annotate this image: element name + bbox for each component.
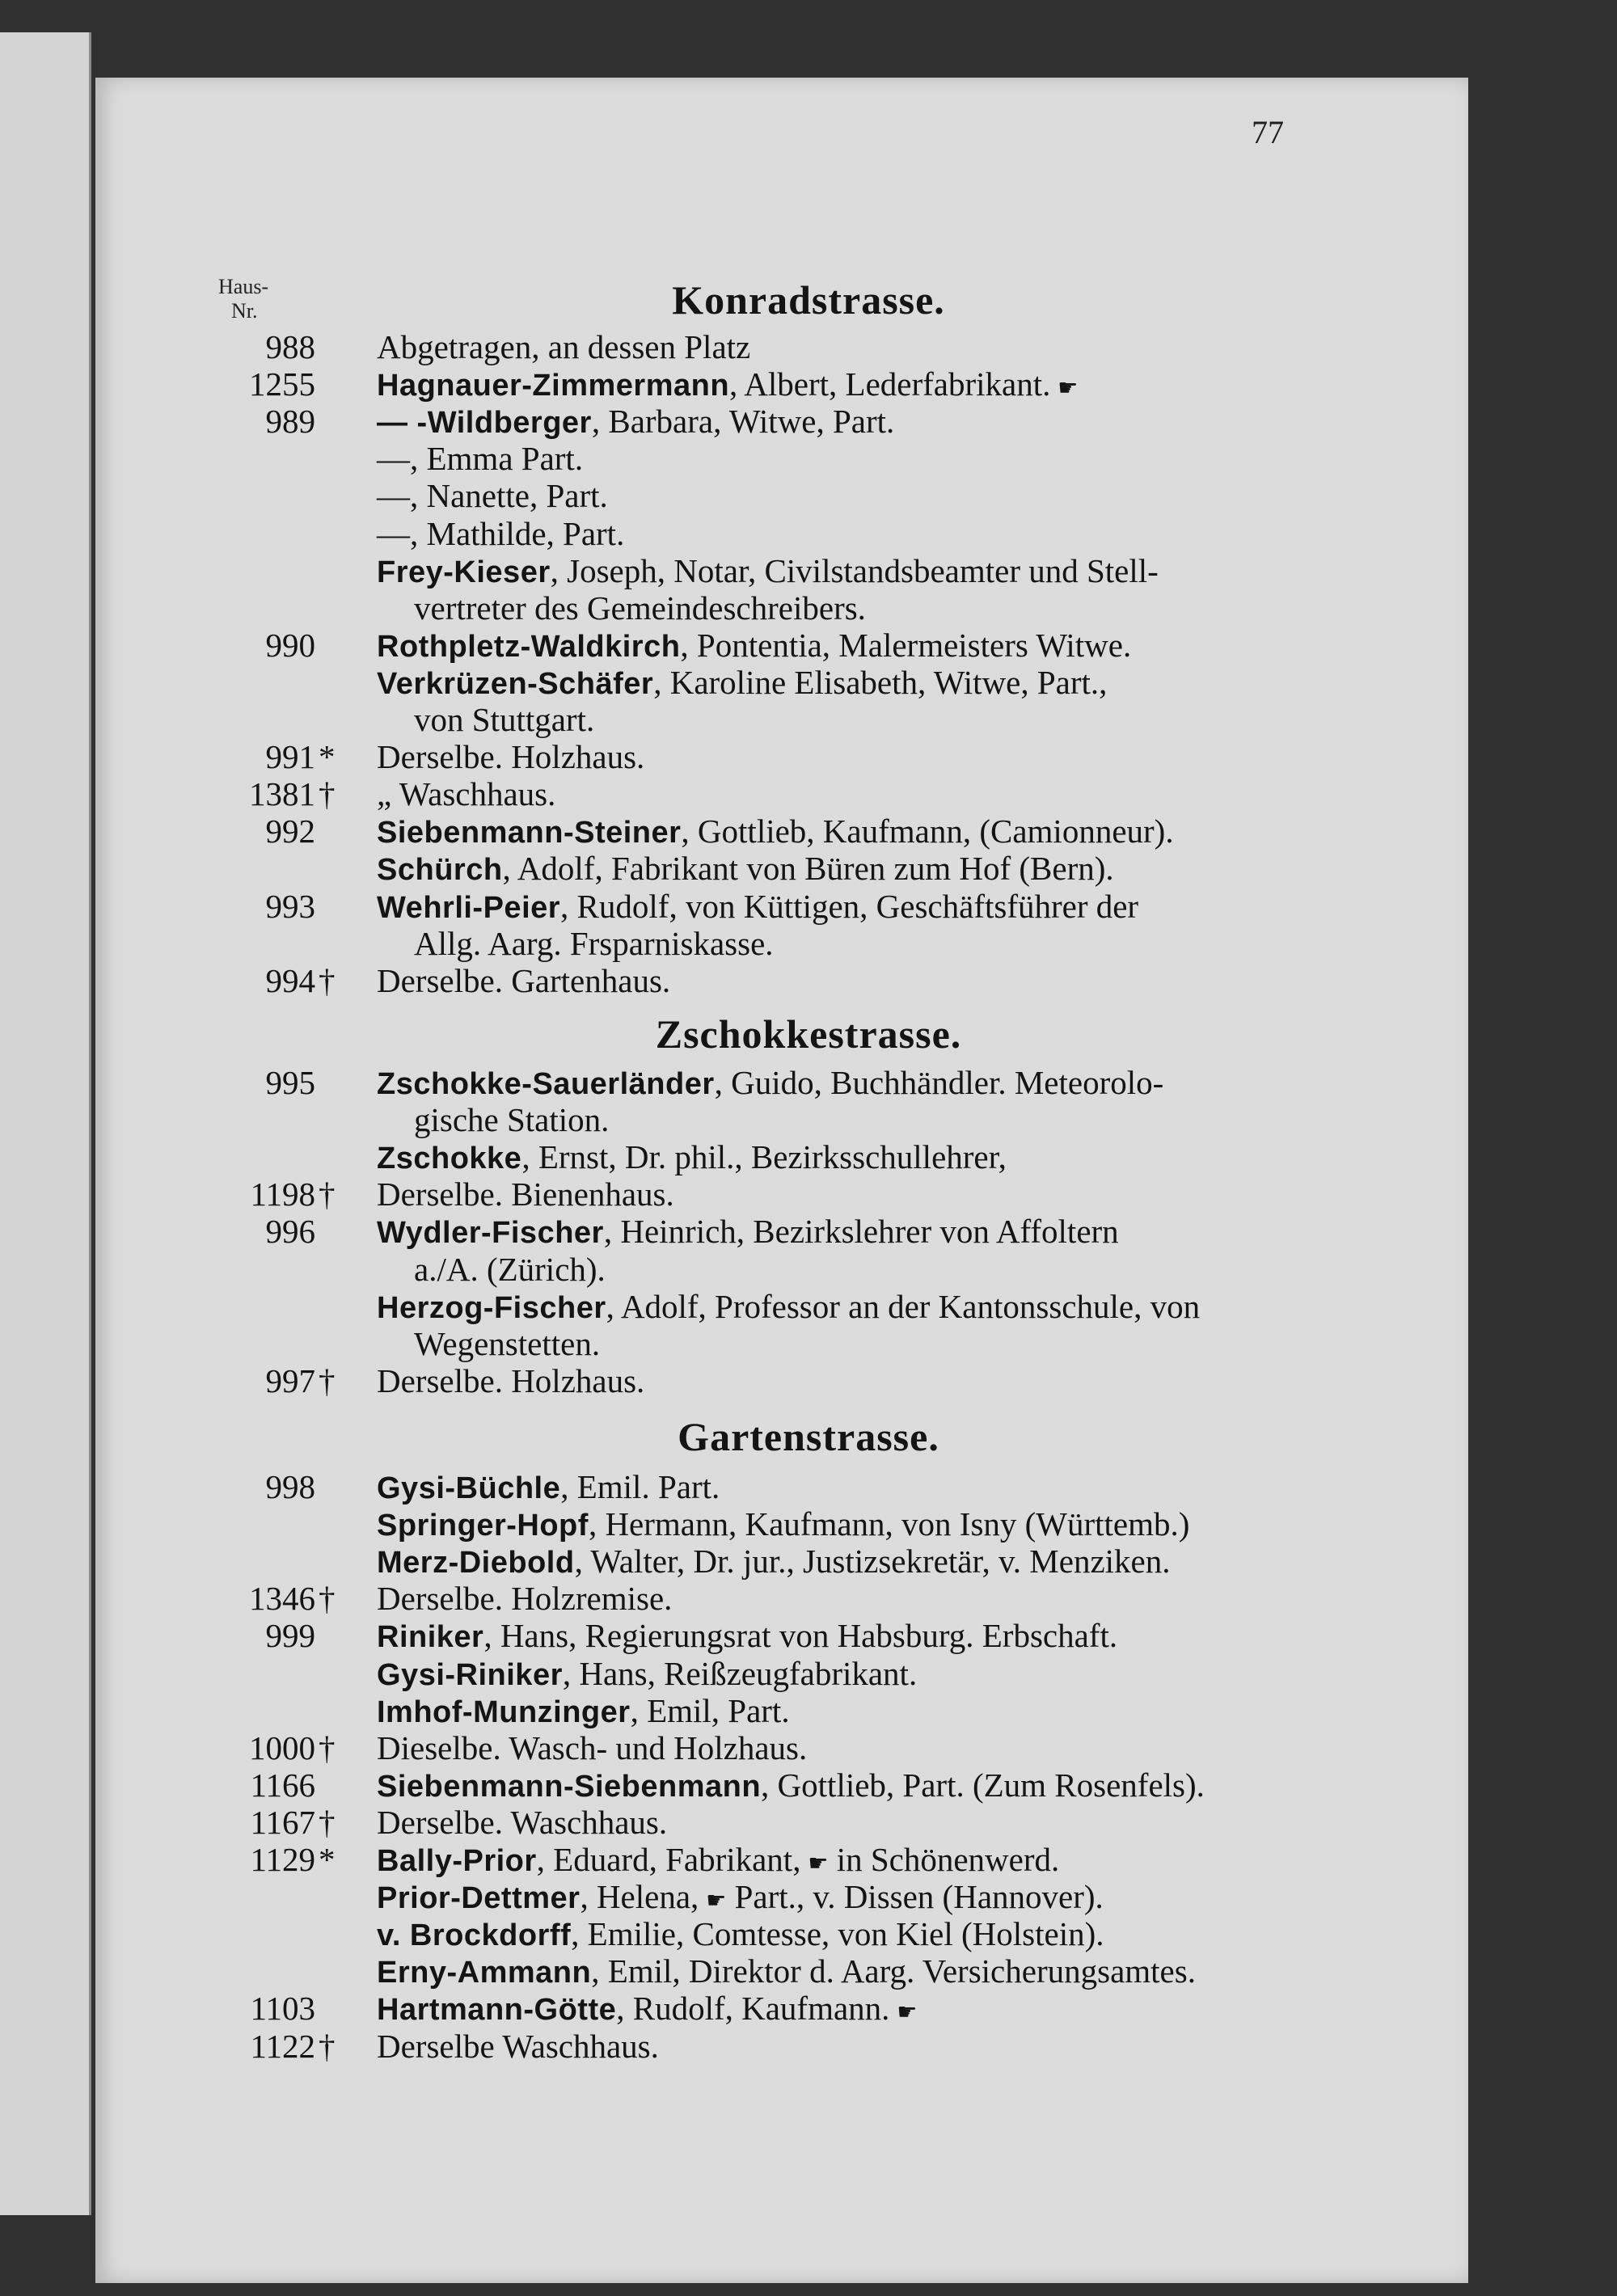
- resident-name: Zschokke-Sauerländer: [377, 1067, 715, 1101]
- directory-entry: [0, 925, 1617, 962]
- entry-details: , Rudolf, von Küttigen, Geschäftsführer der: [560, 888, 1139, 925]
- directory-entry: [0, 1362, 1617, 1399]
- resident-name: Bally-Prior: [377, 1844, 537, 1878]
- entry-text: [414, 925, 774, 962]
- house-number-value: 1129: [250, 1841, 315, 1878]
- house-number: [162, 1543, 344, 1580]
- house-number: [162, 1990, 344, 2027]
- entry-text: [377, 1213, 1119, 1251]
- house-number-value: 1255: [249, 365, 315, 403]
- entry-details: , Guido, Buchhändler. Meteorolo-: [714, 1064, 1164, 1101]
- entry-details: Derselbe. Waschhaus.: [377, 1804, 668, 1841]
- house-number-value: 992: [265, 812, 315, 850]
- entry-details: von Stuttgart.: [414, 701, 595, 738]
- section-title: Konradstrasse.: [672, 277, 945, 323]
- house-number: [162, 1362, 344, 1399]
- section-title: Zschokkestrasse.: [655, 1011, 962, 1057]
- resident-name: Rothpletz-Waldkirch: [377, 630, 681, 664]
- directory-entry: [0, 812, 1617, 850]
- entry-marker: †: [319, 1580, 336, 1617]
- entry-details: , Ernst, Dr. phil., Bezirksschullehrer,: [521, 1138, 1007, 1175]
- entry-details: —, Mathilde, Part.: [377, 515, 625, 552]
- entry-text: [377, 552, 1159, 591]
- resident-name: Gysi-Riniker: [377, 1658, 563, 1692]
- entry-marker: †: [319, 1729, 336, 1766]
- entry-details: „ Waschhaus.: [377, 775, 556, 812]
- entry-text: [377, 962, 670, 999]
- entry-details: , Helena,: [580, 1878, 699, 1915]
- house-number: [162, 962, 344, 999]
- directory-entry: [0, 1655, 1617, 1692]
- entry-details: , Emilie, Comtesse, von Kiel (Holstein).: [571, 1915, 1104, 1952]
- house-number-value: 988: [265, 328, 315, 365]
- house-number: [162, 328, 344, 365]
- entry-text: [377, 1729, 807, 1766]
- house-number-value: 1167: [250, 1804, 315, 1841]
- resident-name: Riniker: [377, 1620, 484, 1654]
- house-number: [162, 1692, 344, 1729]
- house-number: [162, 1325, 344, 1362]
- house-number: [162, 440, 344, 477]
- resident-name: Wehrli-Peier: [377, 891, 561, 925]
- entry-details: , Hermann, Kaufmann, von Isny (Württemb.): [588, 1505, 1190, 1543]
- house-number: [162, 1766, 344, 1804]
- house-number-value: 999: [265, 1617, 315, 1654]
- house-number-value: 1122: [250, 2028, 315, 2065]
- entry-details: , Barbara, Witwe, Part.: [591, 403, 895, 440]
- entry-text: [377, 328, 750, 365]
- directory-entry: [0, 1138, 1617, 1175]
- entry-text: [377, 403, 894, 441]
- house-number-value: 996: [265, 1213, 315, 1250]
- directory-entry: [0, 1990, 1617, 2027]
- house-number: [162, 1101, 344, 1138]
- directory-entry: [0, 589, 1617, 627]
- entry-details: Derselbe. Holzremise.: [377, 1580, 673, 1617]
- entry-text: [377, 1138, 1007, 1177]
- entry-details: Wegenstetten.: [414, 1325, 601, 1362]
- entry-details: , Karoline Elisabeth, Witwe, Part.,: [653, 664, 1108, 701]
- house-number: [162, 1505, 344, 1543]
- directory-entry: [0, 1468, 1617, 1505]
- entry-text: [377, 627, 1131, 665]
- entry-text: [377, 1362, 644, 1399]
- house-number: [162, 1878, 344, 1915]
- house-number: [162, 552, 344, 589]
- pointing-hand-icon: ☛: [800, 1850, 829, 1876]
- entry-text: [377, 1655, 917, 1694]
- resident-name: Siebenmann-Siebenmann: [377, 1770, 762, 1804]
- directory-entry: [0, 403, 1617, 440]
- entry-text: [377, 888, 1138, 926]
- house-number: [162, 1952, 344, 1990]
- house-number: [162, 1138, 344, 1175]
- entry-details: , Hans, Reißzeugfabrikant.: [562, 1655, 918, 1692]
- directory-entry: [0, 627, 1617, 664]
- resident-name: Hartmann-Götte: [377, 1993, 617, 2027]
- entry-text: [377, 1617, 1117, 1656]
- directory-entry: [0, 1505, 1617, 1543]
- resident-name: Verkrüzen-Schäfer: [377, 667, 654, 701]
- entry-details: Derselbe. Holzhaus.: [377, 738, 645, 775]
- entry-marker: †: [319, 1362, 336, 1399]
- resident-name: Wydler-Fischer: [377, 1216, 604, 1250]
- entry-details: , Adolf, Professor an der Kantonsschule, von: [606, 1288, 1201, 1325]
- resident-name: Erny-Ammann: [377, 1956, 592, 1990]
- entry-marker: †: [319, 2028, 336, 2065]
- house-number-value: 1103: [250, 1990, 315, 2027]
- entry-text: [377, 775, 555, 812]
- entry-details: , Rudolf, Kaufmann.: [616, 1990, 890, 2027]
- house-number: [162, 1915, 344, 1952]
- directory-entry: [0, 328, 1617, 365]
- house-number-value: 998: [265, 1468, 315, 1505]
- resident-name: Hagnauer-Zimmermann: [377, 369, 730, 403]
- directory-entry: [0, 552, 1617, 589]
- entry-details: , Emil, Part.: [630, 1692, 790, 1729]
- house-number-value: 1198: [250, 1175, 315, 1213]
- house-number: [162, 812, 344, 850]
- section-title: Gartenstrasse.: [678, 1414, 939, 1459]
- entry-details: , Emil. Part.: [560, 1468, 720, 1505]
- directory-entry: [0, 515, 1617, 552]
- entry-details: , Joseph, Notar, Civilstandsbeamter und Stell-: [550, 552, 1159, 589]
- house-number: [162, 1804, 344, 1841]
- house-number: [162, 1841, 344, 1878]
- house-number-value: 1166: [250, 1766, 315, 1804]
- entry-details: , Heinrich, Bezirkslehrer von Affoltern: [603, 1213, 1119, 1250]
- directory-entry: [0, 1064, 1617, 1101]
- entry-text: [377, 1878, 1104, 1919]
- header-label-line2: Nr.: [231, 299, 258, 323]
- entry-text: [377, 1841, 1059, 1882]
- entry-details: , Pontentia, Malermeisters Witwe.: [680, 627, 1132, 664]
- entry-text: [377, 2028, 659, 2065]
- entry-details: , Emil, Direktor d. Aarg. Versicherungsamtes.: [591, 1952, 1196, 1990]
- directory-entry: [0, 738, 1617, 775]
- directory-entry: [0, 365, 1617, 403]
- entry-text: [377, 850, 1114, 888]
- directory-entry: [0, 2028, 1617, 2065]
- house-number-value: 993: [265, 888, 315, 925]
- header-label-line1: Haus-: [218, 275, 269, 298]
- entry-text: [377, 738, 644, 775]
- entry-details: , Eduard, Fabrikant,: [536, 1841, 801, 1878]
- house-number: [162, 1175, 344, 1213]
- directory-entry: [0, 1804, 1617, 1841]
- entry-text: [377, 515, 624, 552]
- entry-text: [377, 440, 583, 477]
- directory-entry: [0, 1175, 1617, 1213]
- directory-entry: [0, 1288, 1617, 1325]
- entry-text: [377, 812, 1174, 851]
- entry-text: [377, 1580, 672, 1617]
- directory-entry: [0, 850, 1617, 887]
- house-number-value: 1346: [249, 1580, 315, 1617]
- house-number: [162, 1617, 344, 1654]
- directory-entry: [0, 1952, 1617, 1990]
- house-number: [162, 664, 344, 701]
- entry-details: —, Nanette, Part.: [377, 477, 608, 514]
- entry-text: [377, 365, 1078, 407]
- house-number-value: 989: [265, 403, 315, 440]
- house-number: [162, 775, 344, 812]
- directory-entry: [0, 1543, 1617, 1580]
- directory-entry: [0, 440, 1617, 477]
- entry-text: [414, 1101, 609, 1138]
- entry-details: Derselbe. Holzhaus.: [377, 1362, 645, 1399]
- entry-marker: †: [319, 962, 336, 999]
- entry-details: , Gottlieb, Kaufmann, (Camionneur).: [681, 812, 1174, 850]
- pointing-hand-icon: ☛: [699, 1887, 727, 1914]
- entry-details: , Albert, Lederfabrikant.: [729, 365, 1051, 403]
- directory-entry: [0, 962, 1617, 999]
- directory-entry: [0, 1213, 1617, 1250]
- house-number-value: 995: [265, 1064, 315, 1101]
- resident-name: Herzog-Fischer: [377, 1291, 606, 1325]
- entry-details: Derselbe Waschhaus.: [377, 2028, 659, 2065]
- directory-entry: [0, 1692, 1617, 1729]
- resident-name: Springer-Hopf: [377, 1509, 589, 1543]
- house-number: [162, 477, 344, 514]
- page-number: 77: [1252, 114, 1284, 150]
- entry-text: [377, 664, 1107, 703]
- house-number-value: 991: [265, 738, 315, 775]
- entry-details: Allg. Aarg. Frsparniskasse.: [414, 925, 774, 962]
- house-number: [162, 850, 344, 887]
- resident-name: Frey-Kieser: [377, 555, 551, 589]
- entry-details: a./A. (Zürich).: [414, 1251, 606, 1288]
- directory-entry: [0, 1101, 1617, 1138]
- pointing-hand-icon: ☛: [889, 1998, 918, 2025]
- house-number: [162, 365, 344, 403]
- house-number: [162, 2028, 344, 2065]
- entry-text: [377, 1692, 790, 1731]
- resident-name: Prior-Dettmer: [377, 1881, 581, 1915]
- directory-entry: [0, 1580, 1617, 1617]
- house-number: [162, 925, 344, 962]
- entry-text: [377, 1288, 1200, 1327]
- house-number: [162, 1729, 344, 1766]
- directory-entry: [0, 477, 1617, 514]
- entry-details: , Adolf, Fabrikant von Büren zum Hof (Bern).: [502, 850, 1114, 887]
- entry-text: [377, 1766, 1205, 1805]
- entry-details-continued: in Schönenwerd.: [828, 1841, 1060, 1878]
- house-number-value: 1381: [249, 775, 315, 812]
- house-number: [162, 1655, 344, 1692]
- house-number: [162, 589, 344, 627]
- entry-marker: *: [319, 1841, 336, 1878]
- house-number-value: 994: [265, 962, 315, 999]
- entry-details: , Gottlieb, Part. (Zum Rosenfels).: [761, 1766, 1205, 1804]
- entry-text: [414, 1325, 600, 1362]
- entry-text: [377, 1468, 720, 1507]
- entry-marker: †: [319, 1804, 336, 1841]
- entry-text: [377, 1915, 1104, 1954]
- house-number: [162, 888, 344, 925]
- resident-name: Imhof-Munzinger: [377, 1695, 631, 1729]
- entry-details: Dieselbe. Wasch- und Holzhaus.: [377, 1729, 808, 1766]
- directory-entry: [0, 1251, 1617, 1288]
- house-number: [162, 1251, 344, 1288]
- entry-details: Derselbe. Gartenhaus.: [377, 962, 671, 999]
- entry-text: [377, 1990, 917, 2031]
- entry-details-continued: Part., v. Dissen (Hannover).: [726, 1878, 1104, 1915]
- house-number-value: 1000: [249, 1729, 315, 1766]
- house-number: [162, 515, 344, 552]
- directory-entry: [0, 888, 1617, 925]
- resident-name: Gysi-Büchle: [377, 1471, 561, 1505]
- entry-details: —, Emma Part.: [377, 440, 584, 477]
- house-number: [162, 1288, 344, 1325]
- entry-marker: †: [319, 775, 336, 812]
- house-number: [162, 1468, 344, 1505]
- house-number: [162, 627, 344, 664]
- directory-entry: [0, 1617, 1617, 1654]
- directory-entry: [0, 701, 1617, 738]
- entry-details: vertreter des Gemeindeschreibers.: [414, 589, 866, 627]
- entry-marker: *: [319, 738, 336, 775]
- resident-name: Merz-Diebold: [377, 1546, 575, 1580]
- entry-text: [414, 1251, 606, 1288]
- entry-text: [414, 701, 594, 738]
- house-number: [162, 701, 344, 738]
- resident-name: — -Wildberger: [377, 406, 592, 440]
- directory-entry: [0, 1766, 1617, 1804]
- resident-name: Siebenmann-Steiner: [377, 816, 682, 850]
- house-number: [162, 738, 344, 775]
- entry-text: [377, 1175, 674, 1213]
- entry-text: [377, 1505, 1189, 1544]
- entry-text: [414, 589, 866, 627]
- entry-details: Derselbe. Bienenhaus.: [377, 1175, 674, 1213]
- directory-entry: [0, 1841, 1617, 1878]
- house-number-value: 990: [265, 627, 315, 664]
- house-number: [162, 403, 344, 440]
- resident-name: Schürch: [377, 853, 503, 887]
- entry-marker: †: [319, 1175, 336, 1213]
- directory-entry: [0, 664, 1617, 701]
- pointing-hand-icon: ☛: [1050, 374, 1079, 401]
- entry-details: , Hans, Regierungsrat von Habsburg. Erbschaft.: [483, 1617, 1118, 1654]
- entry-text: [377, 1952, 1196, 1991]
- house-number: [162, 1213, 344, 1250]
- entry-details: Abgetragen, an dessen Platz: [377, 328, 751, 365]
- house-number: [162, 1064, 344, 1101]
- entry-text: [377, 477, 608, 514]
- house-number-value: 997: [265, 1362, 315, 1399]
- resident-name: Zschokke: [377, 1142, 522, 1175]
- entry-details: gische Station.: [414, 1101, 610, 1138]
- directory-entry: [0, 1878, 1617, 1915]
- resident-name: v. Brockdorff: [377, 1918, 572, 1952]
- entry-text: [377, 1804, 667, 1841]
- directory-entry: [0, 1915, 1617, 1952]
- directory-entry: [0, 1729, 1617, 1766]
- house-number: [162, 1580, 344, 1617]
- entry-text: [377, 1543, 1170, 1581]
- directory-entry: [0, 775, 1617, 812]
- entry-text: [377, 1064, 1163, 1103]
- directory-entry: [0, 1325, 1617, 1362]
- entry-details: , Walter, Dr. jur., Justizsekretär, v. Menziken.: [574, 1543, 1171, 1580]
